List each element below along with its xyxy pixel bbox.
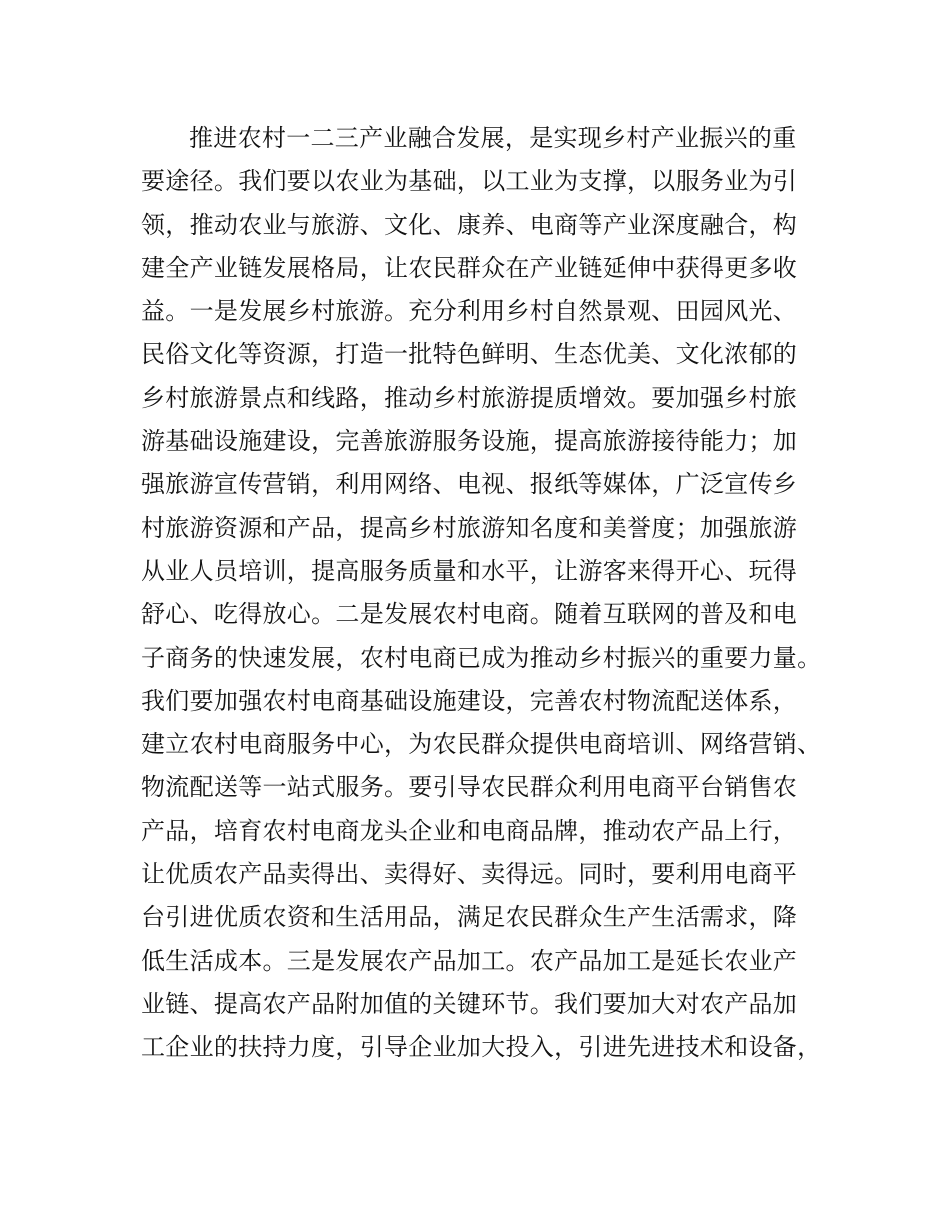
text-line: 子商务的快速发展，农村电商已成为推动乡村振兴的重要力量。 [141,643,822,672]
text-line: 让优质农产品卖得出、卖得好、卖得远。同时，要利用电商平 [141,860,798,889]
text-line: 建立农村电商服务中心，为农民群众提供电商培训、网络营销、 [141,730,822,759]
text-line: 低生活成本。三是发展农产品加工。农产品加工是延长农业产 [141,946,798,975]
text-line: 要途径。我们要以农业为基础，以工业为支撑，以服务业为引 [141,167,798,196]
text-line: 舒心、吃得放心。二是发展农村电商。随着互联网的普及和电 [141,600,798,629]
text-line: 乡村旅游景点和线路，推动乡村旅游提质增效。要加强乡村旅 [141,383,798,412]
text-line: 从业人员培训，提高服务质量和水平，让游客来得开心、玩得 [141,556,798,585]
body-paragraph [141,117,841,1070]
text-line: 工企业的扶持力度，引导企业加大投入，引进先进技术和设备， [141,1033,822,1062]
text-line: 领，推动农业与旅游、文化、康养、电商等产业深度融合，构 [141,210,798,239]
text-line: 台引进优质农资和生活用品，满足农民群众生产生活需求，降 [141,903,798,932]
text-line: 我们要加强农村电商基础设施建设，完善农村物流配送体系， [141,686,798,715]
text-line: 业链、提高农产品附加值的关键环节。我们要加大对农产品加 [141,989,798,1018]
text-line: 物流配送等一站式服务。要引导农民群众利用电商平台销售农 [141,773,798,802]
text-line: 推进农村一二三产业融合发展，是实现乡村产业振兴的重 [189,124,797,152]
text-line: 民俗文化等资源，打造一批特色鲜明、生态优美、文化浓郁的 [141,340,798,369]
text-line: 建全产业链发展格局，让农民群众在产业链延伸中获得更多收 [141,253,798,282]
text-line: 村旅游资源和产品，提高乡村旅游知名度和美誉度；加强旅游 [141,513,798,542]
text-line: 强旅游宣传营销，利用网络、电视、报纸等媒体，广泛宣传乡 [141,470,798,499]
text-line: 游基础设施建设，完善旅游服务设施，提高旅游接待能力；加 [141,427,798,456]
text-line: 产品，培育农村电商龙头企业和电商品牌，推动农产品上行， [141,816,798,845]
text-line: 益。一是发展乡村旅游。充分利用乡村自然景观、田园风光、 [141,297,798,326]
